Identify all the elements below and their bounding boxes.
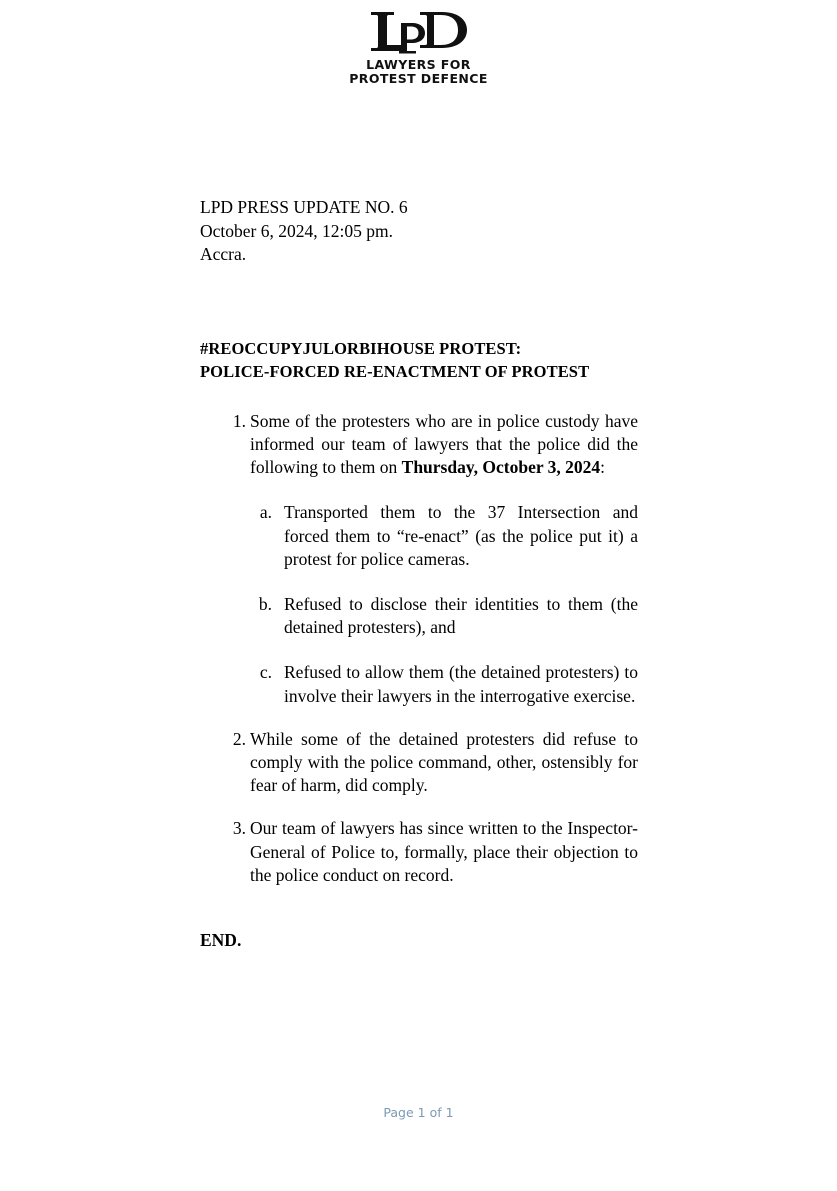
list-item-1c	[252, 661, 638, 707]
press-update-number: LPD PRESS UPDATE NO. 6	[200, 197, 408, 217]
end-marker: END.	[200, 930, 242, 951]
list-item-1-text	[250, 410, 638, 480]
list-item-3-text: Our team of lawyers has since written to the Inspector-General of Police to, formally, place their objection to the police conduct on record.	[250, 818, 638, 885]
list-item-1a	[252, 501, 638, 571]
list-item-1b-text: Refused to disclose their identities to them (the detained protesters), and	[284, 594, 638, 638]
logo-tagline	[0, 58, 837, 85]
logo-tagline-line-1: LAWYERS FOR	[366, 57, 471, 72]
page-indicator: Page 1 of 1	[383, 1105, 454, 1120]
list-item-1-text-pre: Some of the protesters who are in police custody have informed our team of lawyers that the police did the following to them on	[250, 410, 638, 478]
list-item-1a-marker: a.	[259, 502, 272, 523]
list-item-1-marker: 1.	[232, 410, 246, 431]
list-item-1c-marker: c.	[259, 662, 272, 683]
lpd-monogram-icon	[364, 8, 474, 56]
list-item-2-marker: 2.	[232, 728, 246, 749]
list-item-1	[200, 410, 638, 708]
press-release-meta	[200, 196, 638, 267]
title-line-1: #REOCCUPYJULORBIHOUSE PROTEST:	[200, 338, 522, 358]
list-item-1a-text: Transported them to the 37 Intersection and forced them to “re-enact” (as the police put it) a protest for police cameras.	[284, 502, 638, 569]
list-item-1c-text: Refused to allow them (the detained protesters) to involve their lawyers in the interrogative exercise.	[284, 662, 638, 706]
numbered-list	[200, 384, 638, 887]
press-release-body	[200, 196, 638, 952]
list-item-3	[200, 817, 638, 887]
press-update-datetime: October 6, 2024, 12:05 pm.	[200, 220, 393, 241]
list-item-1b-marker: b.	[258, 594, 272, 614]
lettered-list	[252, 479, 638, 707]
list-item-1-text-post: :	[600, 457, 606, 478]
letterhead-logo	[0, 8, 837, 85]
list-item-3-marker: 3.	[232, 818, 246, 839]
logo-tagline-line-2: PROTEST DEFENCE	[349, 70, 488, 86]
press-release-title	[200, 267, 638, 384]
list-item-1-bold-date: Thursday, October 3, 2024	[401, 457, 601, 478]
list-item-1b	[252, 593, 638, 639]
press-update-location: Accra.	[200, 244, 247, 265]
sub-list-wrapper	[250, 479, 638, 707]
list-item-2	[200, 728, 638, 798]
title-line-2: POLICE-FORCED RE-ENACTMENT OF PROTEST	[200, 362, 590, 382]
list-item-2-text: While some of the detained protesters did refuse to comply with the police command, other, ostensibly for fear of harm, did comply.	[250, 728, 638, 796]
